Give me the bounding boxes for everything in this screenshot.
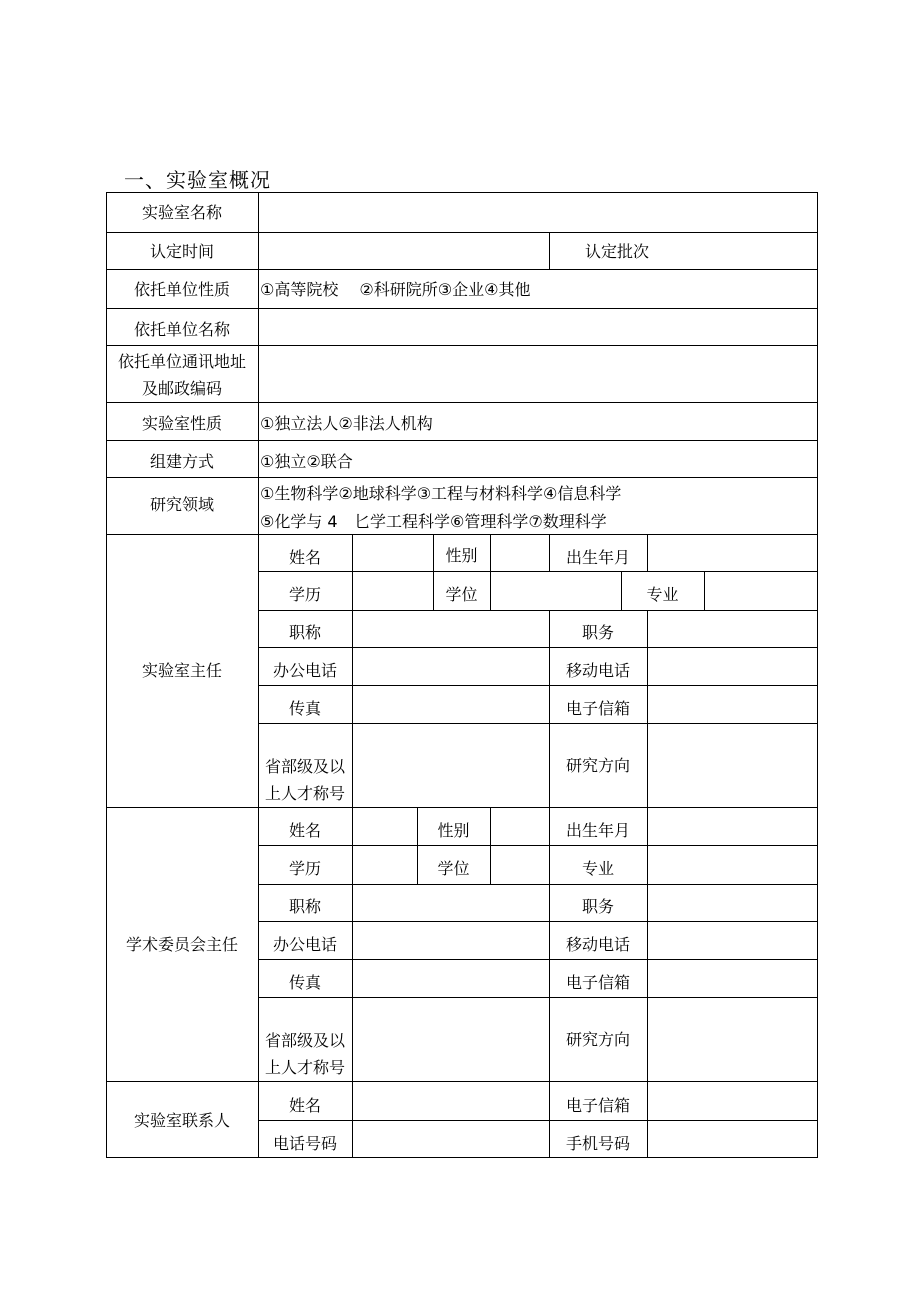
director-office-phone-label: 办公电话 bbox=[272, 661, 337, 680]
committee-position-label: 职务 bbox=[581, 897, 614, 916]
committee-talent-label-line1: 省部级及以 bbox=[264, 1031, 345, 1050]
lab-overview-table bbox=[106, 192, 818, 1158]
lab-name-label: 实验室名称 bbox=[141, 203, 222, 222]
research-field-label: 研究领域 bbox=[149, 495, 214, 514]
section-title: 一、实验室概况 bbox=[124, 168, 271, 192]
contact-name-label: 姓名 bbox=[288, 1096, 321, 1115]
committee-email-label: 电子信箱 bbox=[565, 973, 630, 992]
lab-nature-label: 实验室性质 bbox=[141, 414, 222, 433]
director-fax-label: 传真 bbox=[288, 699, 321, 718]
director-birth-label: 出生年月 bbox=[565, 548, 630, 567]
formation-mode-options[interactable]: ①独立②联合 bbox=[260, 452, 353, 471]
contact-phone-label: 电话号码 bbox=[272, 1134, 337, 1153]
committee-birth-label: 出生年月 bbox=[565, 821, 630, 840]
committee-mobile-label: 移动电话 bbox=[565, 935, 630, 954]
committee-title-label: 职称 bbox=[288, 897, 321, 916]
contact-email-label: 电子信箱 bbox=[565, 1096, 630, 1115]
research-field-options-line2a[interactable]: ⑤化学与 4 bbox=[260, 512, 338, 531]
accreditation-batch-label: 认定批次 bbox=[584, 242, 649, 261]
contact-group-label: 实验室联系人 bbox=[133, 1111, 230, 1130]
committee-office-phone-label: 办公电话 bbox=[272, 935, 337, 954]
director-position-label: 职务 bbox=[581, 623, 614, 642]
committee-gender-label: 性别 bbox=[437, 821, 470, 840]
director-title-label: 职称 bbox=[288, 623, 321, 642]
committee-research-direction-label: 研究方向 bbox=[565, 1030, 630, 1049]
research-field-options-line2b[interactable]: 匕学工程科学⑥管理科学⑦数理科学 bbox=[354, 512, 607, 531]
director-education-label: 学历 bbox=[288, 585, 321, 604]
accreditation-time-label: 认定时间 bbox=[149, 242, 214, 261]
director-talent-label-line2: 上人才称号 bbox=[264, 784, 345, 803]
lab-nature-options[interactable]: ①独立法人②非法人机构 bbox=[260, 414, 433, 433]
formation-mode-label: 组建方式 bbox=[149, 452, 214, 471]
committee-major-label: 专业 bbox=[581, 859, 614, 878]
director-name-label: 姓名 bbox=[288, 548, 321, 567]
host-unit-type-options[interactable]: ①高等院校 ②科研院所③企业④其他 bbox=[260, 280, 531, 299]
committee-name-label: 姓名 bbox=[288, 821, 321, 840]
director-mobile-label: 移动电话 bbox=[565, 661, 630, 680]
committee-degree-label: 学位 bbox=[437, 859, 470, 878]
host-unit-address-label-line2: 及邮政编码 bbox=[141, 379, 222, 398]
committee-education-label: 学历 bbox=[288, 859, 321, 878]
director-group-label: 实验室主任 bbox=[141, 661, 222, 680]
committee-chair-group-label: 学术委员会主任 bbox=[125, 935, 238, 954]
director-research-direction-label: 研究方向 bbox=[565, 756, 630, 775]
research-field-options-line1[interactable]: ①生物科学②地球科学③工程与材料科学④信息科学 bbox=[260, 484, 622, 503]
host-unit-address-label-line1: 依托单位通讯地址 bbox=[117, 352, 246, 371]
director-degree-label: 学位 bbox=[445, 585, 478, 604]
host-unit-type-label: 依托单位性质 bbox=[133, 280, 230, 299]
director-major-label: 专业 bbox=[646, 585, 679, 604]
director-talent-label-line1: 省部级及以 bbox=[264, 757, 345, 776]
director-email-label: 电子信箱 bbox=[565, 699, 630, 718]
host-unit-name-label: 依托单位名称 bbox=[133, 320, 230, 339]
director-gender-label: 性别 bbox=[445, 546, 478, 565]
committee-talent-label-line2: 上人才称号 bbox=[264, 1058, 345, 1077]
contact-mobile-label: 手机号码 bbox=[565, 1134, 630, 1153]
committee-fax-label: 传真 bbox=[288, 973, 321, 992]
